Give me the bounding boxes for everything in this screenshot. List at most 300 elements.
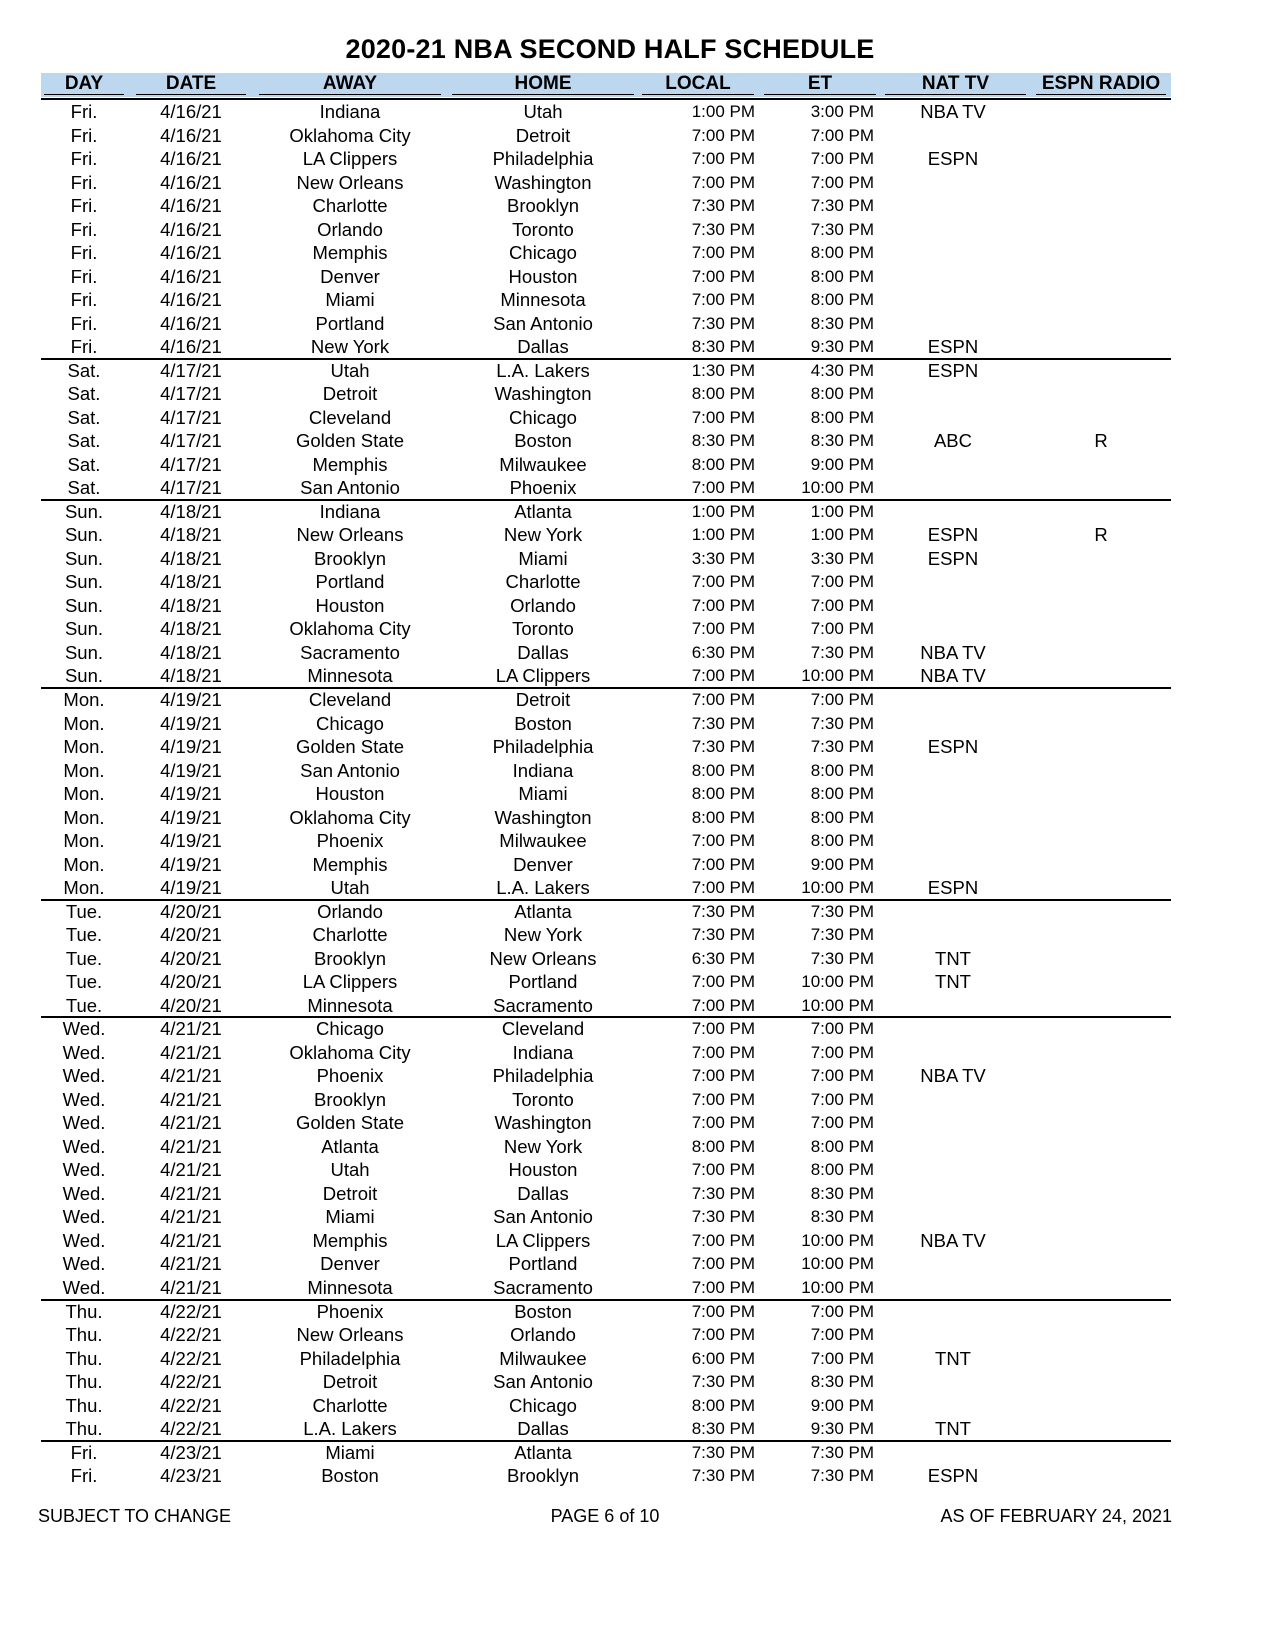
table-row: [0, 1394, 1275, 1418]
day-cell: Sun.: [64, 665, 104, 687]
nat-tv-cell: NBA TV: [920, 1065, 986, 1087]
day-cell: Fri.: [70, 195, 98, 217]
day-cell: Wed.: [62, 1065, 106, 1087]
table-row: [0, 335, 1275, 359]
date-cell: 4/16/21: [160, 124, 222, 146]
table-row: [0, 1370, 1275, 1394]
date-cell: 4/18/21: [160, 500, 222, 522]
date-cell: 4/19/21: [160, 806, 222, 828]
away-team-cell: Houston: [315, 783, 385, 805]
local-time-cell: 8:00 PM: [691, 384, 755, 404]
date-cell: 4/21/21: [160, 1065, 222, 1087]
local-time-cell: 7:00 PM: [691, 854, 755, 874]
day-cell: Fri.: [70, 101, 98, 122]
day-cell: Mon.: [63, 877, 105, 899]
local-time-cell: 8:00 PM: [691, 807, 755, 827]
table-row: [0, 429, 1275, 453]
date-cell: 4/20/21: [160, 947, 222, 969]
et-time-cell: 3:30 PM: [810, 548, 874, 568]
table-row: [0, 735, 1275, 759]
day-cell: Mon.: [63, 736, 105, 758]
away-team-cell: Memphis: [312, 853, 388, 875]
day-cell: Fri.: [70, 289, 98, 311]
local-time-cell: 7:30 PM: [691, 196, 755, 216]
local-time-cell: 7:00 PM: [691, 572, 755, 592]
local-time-cell: 7:00 PM: [691, 666, 755, 686]
day-cell: Sun.: [64, 618, 104, 640]
away-team-cell: San Antonio: [300, 477, 400, 499]
column-header-away: AWAY: [259, 73, 441, 95]
local-time-cell: 8:30 PM: [691, 431, 755, 451]
away-team-cell: Minnesota: [307, 1277, 393, 1298]
table-row: [0, 1182, 1275, 1206]
et-time-cell: 7:00 PM: [810, 1066, 874, 1086]
date-cell: 4/16/21: [160, 336, 222, 358]
date-cell: 4/18/21: [160, 641, 222, 663]
local-time-cell: 7:30 PM: [691, 713, 755, 733]
et-time-cell: 8:00 PM: [810, 384, 874, 404]
table-row: [0, 359, 1275, 383]
day-cell: Tue.: [65, 971, 103, 993]
table-row: [0, 124, 1275, 148]
away-team-cell: Oklahoma City: [289, 124, 411, 146]
table-row: [0, 382, 1275, 406]
et-time-cell: 8:00 PM: [810, 407, 874, 427]
away-team-cell: Cleveland: [308, 689, 392, 710]
date-cell: 4/17/21: [160, 406, 222, 428]
away-team-cell: Denver: [320, 1253, 380, 1275]
date-cell: 4/18/21: [160, 594, 222, 616]
table-row: [0, 1135, 1275, 1159]
footer-page-number: PAGE 6 of 10: [550, 1506, 660, 1526]
table-row: [0, 947, 1275, 971]
day-cell: Wed.: [62, 1159, 106, 1181]
home-team-cell: Portland: [508, 1253, 578, 1275]
home-team-cell: New York: [503, 524, 583, 546]
date-cell: 4/16/21: [160, 265, 222, 287]
et-time-cell: 7:00 PM: [810, 595, 874, 615]
date-cell: 4/21/21: [160, 1112, 222, 1134]
local-time-cell: 7:30 PM: [691, 901, 755, 921]
et-time-cell: 7:00 PM: [810, 1089, 874, 1109]
date-cell: 4/21/21: [160, 1182, 222, 1204]
date-cell: 4/20/21: [160, 924, 222, 946]
away-team-cell: Phoenix: [316, 830, 384, 852]
home-team-cell: Philadelphia: [492, 1065, 594, 1087]
local-time-cell: 7:00 PM: [691, 266, 755, 286]
home-team-cell: Brooklyn: [507, 195, 579, 217]
et-time-cell: 9:30 PM: [810, 337, 874, 357]
away-team-cell: Philadelphia: [299, 1347, 401, 1369]
nat-tv-cell: ESPN: [927, 524, 979, 546]
local-time-cell: 7:00 PM: [691, 1019, 755, 1039]
date-cell: 4/20/21: [160, 900, 222, 922]
nat-tv-cell: ESPN: [927, 148, 979, 170]
local-time-cell: 7:00 PM: [691, 1254, 755, 1274]
local-time-cell: 7:00 PM: [691, 831, 755, 851]
day-cell: Tue.: [65, 924, 103, 946]
home-team-cell: Detroit: [515, 689, 571, 710]
table-row: [0, 853, 1275, 877]
home-team-cell: Boston: [514, 712, 572, 734]
et-time-cell: 7:30 PM: [810, 948, 874, 968]
day-cell: Sun.: [64, 547, 104, 569]
home-team-cell: Milwaukee: [499, 1347, 587, 1369]
et-time-cell: 8:00 PM: [810, 760, 874, 780]
home-team-cell: LA Clippers: [495, 1229, 591, 1251]
local-time-cell: 7:00 PM: [691, 995, 755, 1015]
table-row: [0, 806, 1275, 830]
local-time-cell: 7:00 PM: [691, 878, 755, 898]
et-time-cell: 7:30 PM: [810, 901, 874, 921]
day-cell: Wed.: [62, 1229, 106, 1251]
table-row: [0, 782, 1275, 806]
nat-tv-cell: TNT: [935, 1347, 971, 1369]
table-row: [0, 1041, 1275, 1065]
away-team-cell: New York: [310, 336, 390, 358]
local-time-cell: 7:00 PM: [691, 290, 755, 310]
local-time-cell: 7:00 PM: [691, 1066, 755, 1086]
day-cell: Sun.: [64, 641, 104, 663]
local-time-cell: 7:30 PM: [691, 1442, 755, 1462]
away-team-cell: Orlando: [317, 218, 383, 240]
date-cell: 4/19/21: [160, 759, 222, 781]
away-team-cell: Oklahoma City: [289, 1041, 411, 1063]
day-cell: Sun.: [64, 500, 104, 522]
date-cell: 4/18/21: [160, 524, 222, 546]
nat-tv-cell: ESPN: [927, 877, 979, 899]
away-team-cell: Brooklyn: [314, 1088, 386, 1110]
away-team-cell: Houston: [315, 594, 385, 616]
away-team-cell: Orlando: [317, 900, 383, 922]
table-row: [0, 241, 1275, 265]
table-row: [0, 664, 1275, 688]
day-cell: Mon.: [63, 853, 105, 875]
table-row: [0, 406, 1275, 430]
away-team-cell: Golden State: [296, 1112, 404, 1134]
date-cell: 4/20/21: [160, 994, 222, 1016]
day-cell: Tue.: [65, 900, 103, 922]
home-team-cell: L.A. Lakers: [496, 359, 590, 381]
et-time-cell: 4:30 PM: [810, 360, 874, 380]
local-time-cell: 7:00 PM: [691, 1325, 755, 1345]
day-cell: Thu.: [65, 1371, 103, 1393]
date-cell: 4/17/21: [160, 453, 222, 475]
nat-tv-cell: TNT: [935, 971, 971, 993]
local-time-cell: 8:00 PM: [691, 1136, 755, 1156]
table-row: [0, 594, 1275, 618]
local-time-cell: 7:30 PM: [691, 1372, 755, 1392]
day-cell: Sun.: [64, 594, 104, 616]
local-time-cell: 7:00 PM: [691, 619, 755, 639]
et-time-cell: 10:00 PM: [801, 478, 874, 498]
local-time-cell: 6:30 PM: [691, 948, 755, 968]
away-team-cell: Atlanta: [321, 1135, 379, 1157]
home-team-cell: Orlando: [510, 594, 576, 616]
home-team-cell: New York: [503, 1135, 583, 1157]
date-cell: 4/22/21: [160, 1394, 222, 1416]
day-cell: Wed.: [62, 1112, 106, 1134]
away-team-cell: LA Clippers: [302, 148, 398, 170]
et-time-cell: 8:00 PM: [810, 1160, 874, 1180]
local-time-cell: 7:00 PM: [691, 690, 755, 709]
table-row: [0, 453, 1275, 477]
local-time-cell: 7:00 PM: [691, 125, 755, 145]
table-row: [0, 312, 1275, 336]
et-time-cell: 7:00 PM: [810, 619, 874, 639]
home-team-cell: Washington: [494, 171, 592, 193]
date-cell: 4/16/21: [160, 218, 222, 240]
table-row: [0, 1158, 1275, 1182]
nat-tv-cell: ESPN: [927, 359, 979, 381]
away-team-cell: Chicago: [316, 1018, 384, 1040]
date-cell: 4/21/21: [160, 1041, 222, 1063]
et-time-cell: 7:00 PM: [810, 1325, 874, 1345]
date-cell: 4/21/21: [160, 1135, 222, 1157]
day-cell: Wed.: [62, 1041, 106, 1063]
et-time-cell: 7:00 PM: [810, 1301, 874, 1321]
column-header-et: ET: [764, 73, 876, 95]
date-cell: 4/21/21: [160, 1253, 222, 1275]
date-cell: 4/22/21: [160, 1347, 222, 1369]
table-row: [0, 218, 1275, 242]
local-time-cell: 7:30 PM: [691, 313, 755, 333]
home-team-cell: Toronto: [512, 218, 574, 240]
local-time-cell: 1:00 PM: [691, 102, 755, 121]
away-team-cell: New Orleans: [296, 171, 404, 193]
local-time-cell: 6:00 PM: [691, 1348, 755, 1368]
date-cell: 4/17/21: [160, 477, 222, 499]
table-row: [0, 876, 1275, 900]
home-team-cell: Minnesota: [500, 289, 586, 311]
day-cell: Thu.: [65, 1394, 103, 1416]
et-time-cell: 10:00 PM: [801, 1254, 874, 1274]
column-header-date: DATE: [136, 73, 246, 95]
home-team-cell: Portland: [508, 971, 578, 993]
et-time-cell: 7:30 PM: [810, 642, 874, 662]
away-team-cell: Charlotte: [312, 195, 388, 217]
day-cell: Thu.: [65, 1418, 103, 1440]
et-time-cell: 1:00 PM: [810, 501, 874, 521]
local-time-cell: 7:00 PM: [691, 1278, 755, 1297]
table-row: [0, 288, 1275, 312]
et-time-cell: 7:00 PM: [810, 172, 874, 192]
date-cell: 4/22/21: [160, 1300, 222, 1322]
table-row: [0, 500, 1275, 524]
away-team-cell: Brooklyn: [314, 547, 386, 569]
home-team-cell: Dallas: [517, 336, 569, 358]
day-cell: Sun.: [64, 571, 104, 593]
local-time-cell: 7:00 PM: [691, 972, 755, 992]
espn-radio-cell: R: [1094, 430, 1108, 452]
date-cell: 4/18/21: [160, 665, 222, 687]
date-cell: 4/19/21: [160, 689, 222, 710]
column-header-local: LOCAL: [642, 73, 754, 95]
date-cell: 4/21/21: [160, 1088, 222, 1110]
et-time-cell: 7:00 PM: [810, 149, 874, 169]
local-time-cell: 1:30 PM: [691, 360, 755, 380]
day-cell: Thu.: [65, 1300, 103, 1322]
day-cell: Sat.: [67, 453, 101, 475]
away-team-cell: Phoenix: [316, 1300, 384, 1322]
day-cell: Tue.: [65, 994, 103, 1016]
nat-tv-cell: ESPN: [927, 1465, 979, 1487]
away-team-cell: Phoenix: [316, 1065, 384, 1087]
footer-disclaimer: SUBJECT TO CHANGE: [38, 1506, 232, 1526]
et-time-cell: 7:00 PM: [810, 572, 874, 592]
table-row: [0, 1441, 1275, 1465]
home-team-cell: Miami: [518, 783, 568, 805]
et-time-cell: 8:00 PM: [810, 266, 874, 286]
local-time-cell: 7:30 PM: [691, 1466, 755, 1486]
table-row: [0, 617, 1275, 641]
day-cell: Fri.: [70, 218, 98, 240]
espn-radio-cell: R: [1094, 524, 1108, 546]
et-time-cell: 8:30 PM: [810, 1183, 874, 1203]
date-cell: 4/19/21: [160, 736, 222, 758]
local-time-cell: 8:00 PM: [691, 760, 755, 780]
away-team-cell: Denver: [320, 265, 380, 287]
home-team-cell: Atlanta: [514, 1441, 572, 1463]
date-cell: 4/17/21: [160, 383, 222, 405]
table-row: [0, 1111, 1275, 1135]
et-time-cell: 10:00 PM: [801, 972, 874, 992]
table-row: [0, 1417, 1275, 1441]
date-cell: 4/21/21: [160, 1018, 222, 1040]
home-team-cell: Atlanta: [514, 500, 572, 522]
footer-as-of-date: AS OF FEBRUARY 24, 2021: [940, 1506, 1172, 1526]
day-cell: Sat.: [67, 359, 101, 381]
away-team-cell: Detroit: [322, 383, 378, 405]
away-team-cell: Charlotte: [312, 924, 388, 946]
day-cell: Wed.: [62, 1277, 106, 1298]
et-time-cell: 7:30 PM: [810, 219, 874, 239]
day-cell: Fri.: [70, 1465, 98, 1487]
column-header-home: HOME: [452, 73, 634, 95]
day-cell: Sat.: [67, 477, 101, 499]
table-row: [0, 829, 1275, 853]
table-row: [0, 1205, 1275, 1229]
away-team-cell: Miami: [325, 289, 375, 311]
column-header-day: DAY: [44, 73, 124, 95]
away-team-cell: Oklahoma City: [289, 806, 411, 828]
et-time-cell: 8:00 PM: [810, 831, 874, 851]
away-team-cell: Charlotte: [312, 1394, 388, 1416]
day-cell: Fri.: [70, 312, 98, 334]
home-team-cell: Indiana: [512, 1041, 574, 1063]
day-cell: Wed.: [62, 1088, 106, 1110]
date-cell: 4/17/21: [160, 359, 222, 381]
day-cell: Fri.: [70, 124, 98, 146]
table-row: [0, 476, 1275, 500]
day-cell: Fri.: [70, 1441, 98, 1463]
et-time-cell: 7:30 PM: [810, 1466, 874, 1486]
date-cell: 4/18/21: [160, 547, 222, 569]
home-team-cell: Boston: [514, 1300, 572, 1322]
et-time-cell: 9:00 PM: [810, 1395, 874, 1415]
local-time-cell: 6:30 PM: [691, 642, 755, 662]
away-team-cell: Utah: [330, 1159, 370, 1181]
nat-tv-cell: NBA TV: [920, 665, 986, 687]
day-cell: Mon.: [63, 830, 105, 852]
date-cell: 4/16/21: [160, 148, 222, 170]
table-row: [0, 1276, 1275, 1300]
home-team-cell: Washington: [494, 383, 592, 405]
table-row: [0, 688, 1275, 712]
date-cell: 4/23/21: [160, 1441, 222, 1463]
local-time-cell: 7:30 PM: [691, 1183, 755, 1203]
home-team-cell: Washington: [494, 1112, 592, 1134]
column-header-nat-tv: NAT TV: [885, 73, 1026, 95]
home-team-cell: Milwaukee: [499, 830, 587, 852]
et-time-cell: 7:00 PM: [810, 690, 874, 709]
day-cell: Thu.: [65, 1324, 103, 1346]
table-row: [0, 994, 1275, 1018]
et-time-cell: 8:00 PM: [810, 290, 874, 310]
away-team-cell: New Orleans: [296, 524, 404, 546]
et-time-cell: 8:30 PM: [810, 1207, 874, 1227]
date-cell: 4/21/21: [160, 1206, 222, 1228]
et-time-cell: 8:00 PM: [810, 784, 874, 804]
table-row: [0, 547, 1275, 571]
et-time-cell: 10:00 PM: [801, 666, 874, 686]
date-cell: 4/16/21: [160, 289, 222, 311]
table-row: [0, 1017, 1275, 1041]
date-cell: 4/19/21: [160, 712, 222, 734]
table-row: [0, 970, 1275, 994]
home-team-cell: Detroit: [515, 124, 571, 146]
nat-tv-cell: NBA TV: [920, 1229, 986, 1251]
home-team-cell: L.A. Lakers: [496, 877, 590, 899]
table-row: [0, 1064, 1275, 1088]
day-cell: Mon.: [63, 759, 105, 781]
date-cell: 4/22/21: [160, 1371, 222, 1393]
date-cell: 4/23/21: [160, 1465, 222, 1487]
date-cell: 4/16/21: [160, 195, 222, 217]
et-time-cell: 9:30 PM: [810, 1419, 874, 1439]
away-team-cell: Detroit: [322, 1182, 378, 1204]
local-time-cell: 7:30 PM: [691, 219, 755, 239]
table-row: [0, 1323, 1275, 1347]
home-team-cell: Utah: [523, 101, 563, 122]
home-team-cell: Brooklyn: [507, 1465, 579, 1487]
date-cell: 4/17/21: [160, 430, 222, 452]
day-cell: Wed.: [62, 1018, 106, 1040]
home-team-cell: Boston: [514, 430, 572, 452]
date-cell: 4/21/21: [160, 1277, 222, 1298]
nat-tv-cell: NBA TV: [920, 101, 986, 122]
day-cell: Mon.: [63, 806, 105, 828]
day-cell: Fri.: [70, 171, 98, 193]
home-team-cell: Sacramento: [493, 994, 593, 1016]
away-team-cell: Sacramento: [300, 641, 400, 663]
local-time-cell: 7:00 PM: [691, 595, 755, 615]
et-time-cell: 10:00 PM: [801, 1278, 874, 1297]
date-cell: 4/20/21: [160, 971, 222, 993]
home-team-cell: New Orleans: [489, 947, 597, 969]
et-time-cell: 8:30 PM: [810, 313, 874, 333]
et-time-cell: 7:00 PM: [810, 1348, 874, 1368]
day-cell: Fri.: [70, 336, 98, 358]
day-cell: Wed.: [62, 1253, 106, 1275]
local-time-cell: 7:30 PM: [691, 1207, 755, 1227]
date-cell: 4/19/21: [160, 877, 222, 899]
away-team-cell: Minnesota: [307, 994, 393, 1016]
day-cell: Wed.: [62, 1182, 106, 1204]
et-time-cell: 7:00 PM: [810, 1042, 874, 1062]
away-team-cell: Detroit: [322, 1371, 378, 1393]
away-team-cell: Golden State: [296, 430, 404, 452]
